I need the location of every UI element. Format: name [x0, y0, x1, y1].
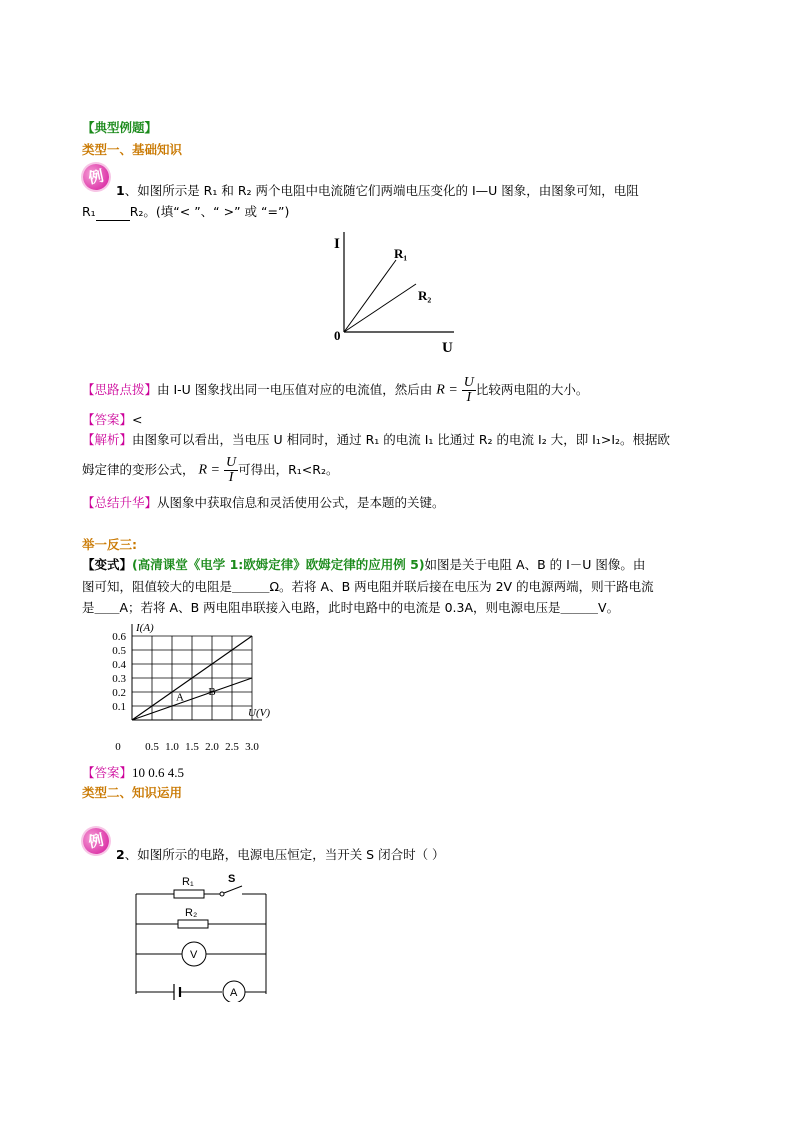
ex1-blank — [96, 208, 130, 221]
chart-y-label: I(A) — [136, 622, 154, 634]
variant-source: (高清课堂《电学 1:欧姆定律》欧姆定律的应用例 5) — [132, 557, 425, 572]
analysis-formula-lhs: R = — [198, 462, 220, 478]
series-label-A: A — [176, 691, 184, 704]
graph1-origin: 0 — [334, 328, 341, 343]
graph1-line-r2 — [344, 284, 416, 332]
hint-formula-lhs: R = — [436, 382, 458, 398]
example-badge-1: 例 — [81, 162, 112, 193]
y-tick-label-3: 0.4 — [112, 659, 126, 671]
circuit-voltmeter-label: V — [190, 949, 198, 961]
analysis-text2a: 姆定律的变形公式， — [82, 462, 195, 477]
y-tick-label-2: 0.3 — [112, 673, 126, 685]
answer2-value: 10 0.6 4.5 — [132, 765, 185, 780]
ex2-text: 、如图所示的电路，电源电压恒定，当开关 S 闭合时（ ） — [124, 847, 445, 862]
x-tick-label-0: 0.5 — [145, 741, 159, 753]
analysis-fraction-num: U — [225, 455, 237, 470]
example-badge-2: 例 — [81, 826, 112, 857]
graph1-y-label: I — [334, 236, 340, 252]
analysis-line2 — [82, 456, 338, 485]
circuit-diagram — [130, 870, 280, 1002]
circuit-ammeter-label: A — [230, 987, 238, 999]
ex1-text1: 、如图所示是 R₁ 和 R₂ 两个电阻中电流随它们两端电压变化的 I—U 图象，由图象可知，电阻 — [124, 183, 639, 198]
resistor-r2 — [178, 920, 208, 928]
iu-graph-r1-r2 — [330, 228, 470, 358]
variant-line1 — [82, 556, 645, 574]
hint-label: 【思路点拨】 — [82, 382, 158, 397]
answer1-row — [82, 411, 143, 429]
answer1-value: < — [132, 412, 143, 427]
ex1-number: 1 — [116, 183, 125, 198]
y-tick-label-0: 0.1 — [112, 701, 126, 713]
hint-fraction — [462, 376, 476, 405]
circuit-r1-label: R₁ — [182, 876, 194, 888]
chart-x-label: U(V) — [248, 707, 270, 719]
chart-origin-label: 0 — [115, 741, 121, 753]
ex1-r2-text: R₂。(填“< ”、“ >” 或 “=”) — [129, 204, 290, 219]
x-tick-label-3: 2.0 — [205, 741, 219, 753]
circuit-r2-label: R₂ — [185, 907, 198, 919]
x-tick-label-1: 1.0 — [165, 741, 179, 753]
x-tick-label-4: 2.5 — [225, 741, 239, 753]
hint-row — [82, 376, 588, 405]
type2-heading: 类型二、知识运用 — [82, 785, 183, 800]
answer2-row — [82, 764, 184, 782]
graph1-line-r1 — [344, 260, 396, 332]
hint-fraction-den: I — [466, 390, 472, 405]
variant-text1: 如图是关于电阻 A、B 的 I－U 图像。由 — [424, 557, 646, 572]
x-tick-label-2: 1.5 — [185, 741, 199, 753]
analysis-fraction — [224, 456, 238, 485]
section-title: 【典型例题】 — [82, 120, 158, 135]
graph1-x-label: U — [442, 340, 453, 356]
x-tick-label-5: 3.0 — [245, 741, 259, 753]
graph1-r1-label: R₁ — [394, 246, 408, 261]
ex1-line2 — [82, 203, 289, 221]
answer2-label: 【答案】 — [82, 765, 133, 780]
resistor-r1 — [174, 890, 204, 898]
ex1-line1 — [116, 182, 639, 200]
variant-line3: 是＿＿A；若将 A、B 两电阻串联接入电路，此时电路中的电流是 0.3A，则电源电压是＿＿＿V。 — [82, 600, 620, 615]
y-tick-label-1: 0.2 — [112, 687, 126, 699]
summary-row — [82, 494, 445, 512]
variant-label: 【变式】 — [82, 557, 133, 572]
series-label-B: B — [208, 686, 216, 698]
ex2-number: 2 — [116, 847, 125, 862]
graph1-r2-label: R₂ — [418, 288, 432, 303]
answer1-label: 【答案】 — [82, 412, 133, 427]
analysis-text1: 由图象可以看出，当电压 U 相同时，通过 R₁ 的电流 I₁ 比通过 R₂ 的电流 I₂ 大，即 I₁>I₂。根据欧 — [132, 432, 671, 447]
ex1-r1-text: R₁ — [82, 204, 96, 219]
hint-text-post: 比较两电阻的大小。 — [475, 382, 589, 397]
ex2-line — [116, 846, 445, 864]
analysis-line1 — [82, 431, 670, 449]
variant-heading: 举一反三: — [82, 537, 137, 552]
hint-text-pre: 由 I-U 图象找出同一电压值对应的电流值，然后由 — [157, 382, 433, 397]
analysis-fraction-den: I — [228, 470, 234, 485]
y-tick-label-5: 0.6 — [112, 631, 126, 643]
circuit-switch-label: S — [228, 873, 236, 885]
hint-fraction-num: U — [463, 375, 474, 390]
switch-s[interactable] — [224, 886, 242, 893]
type1-heading: 类型一、基础知识 — [82, 142, 183, 157]
variant-line2: 图可知，阻值较大的电阻是＿＿＿Ω。若将 A、B 两电阻并联后接在电压为 2V 的电源两端，则干路电流 — [82, 579, 654, 594]
summary-text: 从图象中获取信息和灵活使用公式，是本题的关键。 — [157, 495, 445, 510]
analysis-text2b: 可得出，R₁<R₂。 — [238, 462, 339, 477]
analysis-label: 【解析】 — [82, 432, 133, 447]
iu-chart-a-b — [100, 618, 320, 758]
summary-label: 【总结升华】 — [82, 495, 158, 510]
y-tick-label-4: 0.5 — [112, 645, 126, 657]
